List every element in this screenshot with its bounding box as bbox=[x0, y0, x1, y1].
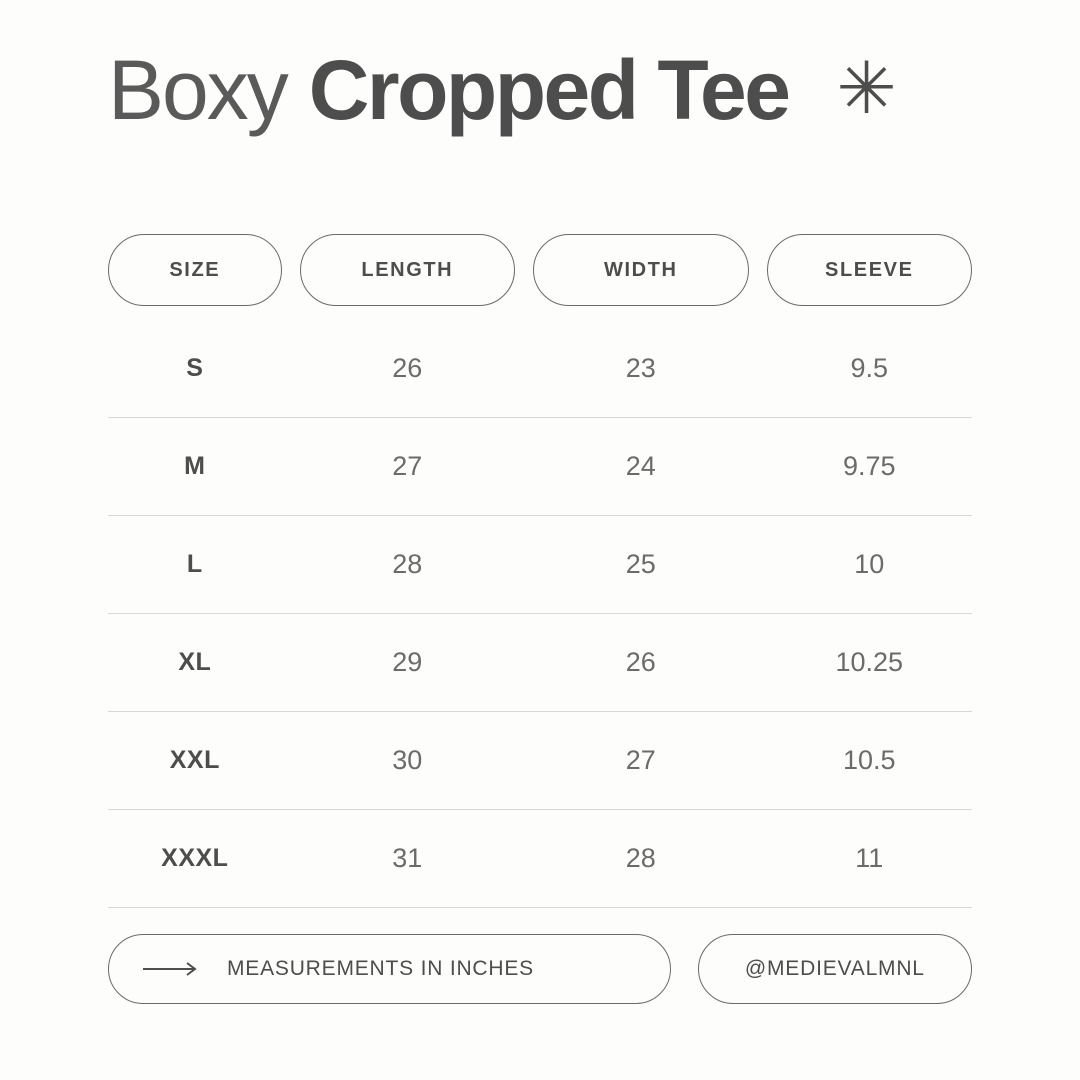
cell-width: 24 bbox=[625, 451, 656, 481]
cell-length: 28 bbox=[392, 549, 423, 579]
cell-width: 28 bbox=[625, 843, 656, 873]
table-header bbox=[108, 234, 972, 306]
size-table bbox=[108, 320, 972, 908]
cell-length: 29 bbox=[392, 647, 423, 677]
cell-sleeve: 10 bbox=[854, 549, 885, 579]
measurements-note-text: MEASUREMENTS IN INCHES bbox=[227, 957, 534, 980]
cell-size: M bbox=[184, 452, 206, 480]
cell-width: 27 bbox=[625, 745, 656, 775]
table-row bbox=[108, 516, 972, 614]
cell-size: XL bbox=[178, 648, 212, 676]
cell-size: XXL bbox=[169, 746, 220, 774]
asterisk-icon: ✳ bbox=[836, 49, 897, 129]
cell-length: 27 bbox=[392, 451, 423, 481]
cell-sleeve: 9.5 bbox=[850, 353, 889, 383]
cell-width: 25 bbox=[625, 549, 656, 579]
column-header-width: WIDTH bbox=[533, 234, 748, 306]
measurements-note bbox=[108, 934, 671, 1004]
cell-sleeve: 11 bbox=[855, 843, 884, 873]
cell-size: S bbox=[186, 354, 204, 382]
arrow-right-icon bbox=[143, 961, 201, 977]
social-handle[interactable]: @MEDIEVALMNL bbox=[698, 934, 972, 1004]
table-row bbox=[108, 320, 972, 418]
cell-sleeve: 10.25 bbox=[835, 647, 904, 677]
column-header-size: SIZE bbox=[108, 234, 282, 306]
cell-width: 23 bbox=[625, 353, 656, 383]
cell-length: 30 bbox=[392, 745, 423, 775]
table-row bbox=[108, 810, 972, 908]
cell-sleeve: 9.75 bbox=[842, 451, 896, 481]
cell-size: L bbox=[186, 550, 203, 578]
cell-length: 31 bbox=[392, 843, 423, 873]
column-header-sleeve: SLEEVE bbox=[767, 234, 973, 306]
table-row bbox=[108, 418, 972, 516]
cell-size: XXXL bbox=[161, 844, 229, 872]
footer bbox=[108, 934, 972, 1004]
column-header-length: LENGTH bbox=[300, 234, 515, 306]
table-row bbox=[108, 614, 972, 712]
title-light: Boxy bbox=[108, 43, 287, 137]
table-row bbox=[108, 712, 972, 810]
cell-sleeve: 10.5 bbox=[842, 745, 896, 775]
page-title bbox=[108, 0, 972, 168]
cell-width: 26 bbox=[625, 647, 656, 677]
title-bold: Cropped Tee bbox=[308, 43, 789, 137]
cell-length: 26 bbox=[392, 353, 423, 383]
